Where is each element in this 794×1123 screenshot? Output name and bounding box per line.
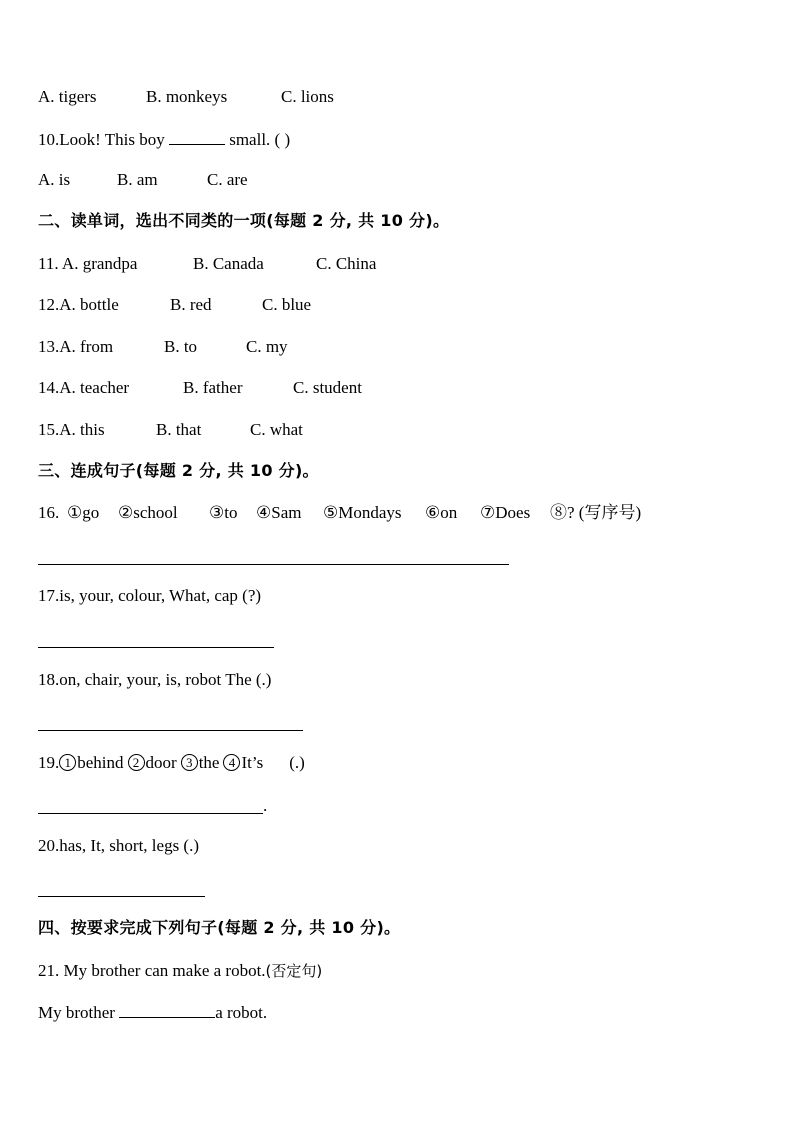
q13-option-a: 13.A. from	[38, 337, 114, 356]
q10-stem-before: 10.Look! This boy	[38, 130, 169, 149]
q16-word-8: ⑧? (写序号)	[550, 503, 642, 522]
q20-prompt: 20.has, It, short, legs (.)	[38, 836, 200, 855]
q10-options	[38, 170, 248, 190]
q12	[38, 295, 311, 315]
q18-prompt: 18.on, chair, your, is, robot The (.)	[38, 670, 272, 689]
q19-word-1: behind	[77, 753, 124, 772]
q17-prompt: 17.is, your, colour, What, cap (?)	[38, 586, 262, 605]
q11-option-b: B. Canada	[193, 254, 264, 273]
q19-mark-1: 1	[59, 754, 76, 771]
q16-prompt	[38, 503, 641, 523]
q16-word-1: ①go	[67, 503, 100, 522]
q19-prompt	[38, 753, 305, 773]
q16-word-7: ⑦Does	[480, 503, 531, 522]
q12-option-c: C. blue	[262, 295, 312, 314]
q9-option-a: A. tigers	[38, 87, 97, 106]
section-2-title: 二、读单词，选出不同类的一项(每题 2 分, 共 10 分)。	[38, 211, 450, 230]
q16-number: 16.	[38, 503, 60, 522]
q12-option-b: B. red	[170, 295, 212, 314]
q13	[38, 337, 288, 357]
q10-option-a: A. is	[38, 170, 71, 189]
q19-word-3: the	[198, 753, 220, 772]
q12-option-a: 12.A. bottle	[38, 295, 119, 314]
q16-word-6: ⑥on	[425, 503, 458, 522]
q21-answer	[38, 1002, 267, 1023]
q19-mark-4: 4	[223, 754, 240, 771]
q20-answer-line[interactable]	[38, 896, 205, 897]
q14	[38, 378, 362, 398]
q19-end-dot: .	[263, 796, 268, 815]
q9-option-b: B. monkeys	[146, 87, 228, 106]
section-4-title: 四、按要求完成下列句子(每题 2 分, 共 10 分)。	[38, 918, 401, 937]
q11-option-a: 11. A. grandpa	[38, 254, 138, 273]
q15-option-a: 15.A. this	[38, 420, 105, 439]
q10-blank[interactable]	[169, 129, 225, 145]
q16-word-5: ⑤Mondays	[323, 503, 402, 522]
q16-answer-line[interactable]	[38, 564, 509, 565]
q18-answer-line[interactable]	[38, 730, 303, 731]
q21-prompt	[38, 961, 322, 981]
q11-option-c: C. China	[316, 254, 377, 273]
q13-option-c: C. my	[246, 337, 288, 356]
q16-word-3: ③to	[209, 503, 238, 522]
q14-option-a: 14.A. teacher	[38, 378, 130, 397]
q9-options	[38, 87, 334, 107]
q15	[38, 420, 303, 440]
q21-blank[interactable]	[119, 1002, 215, 1018]
q21-answer-after: a robot.	[215, 1003, 268, 1022]
q14-option-b: B. father	[183, 378, 243, 397]
q10-stem	[38, 129, 290, 150]
q16-word-2: ②school	[118, 503, 178, 522]
q19-word-2: door	[145, 753, 177, 772]
q21-answer-before: My brother	[38, 1003, 120, 1022]
q19-word-4: It’s	[241, 753, 264, 772]
q19-number: 19.	[38, 753, 60, 772]
q21-stem: 21. My brother can make a robot.	[38, 961, 266, 980]
q16-word-4: ④Sam	[256, 503, 302, 522]
q14-option-c: C. student	[293, 378, 362, 397]
q10-option-c: C. are	[207, 170, 248, 189]
q17-answer-line[interactable]	[38, 647, 274, 648]
section-3-title: 三、连成句子(每题 2 分, 共 10 分)。	[38, 461, 319, 480]
q19-answer-line[interactable]	[38, 813, 263, 814]
q19-mark-2: 2	[128, 754, 145, 771]
q19-tail: (.)	[289, 753, 305, 772]
q11	[38, 254, 376, 274]
q10-stem-after: small. ( )	[224, 130, 291, 149]
q19-mark-3: 3	[181, 754, 198, 771]
q9-option-c: C. lions	[281, 87, 334, 106]
q21-hint: (否定句)	[265, 962, 323, 980]
q10-option-b: B. am	[117, 170, 158, 189]
q15-option-c: C. what	[250, 420, 303, 439]
q13-option-b: B. to	[164, 337, 198, 356]
q15-option-b: B. that	[156, 420, 202, 439]
